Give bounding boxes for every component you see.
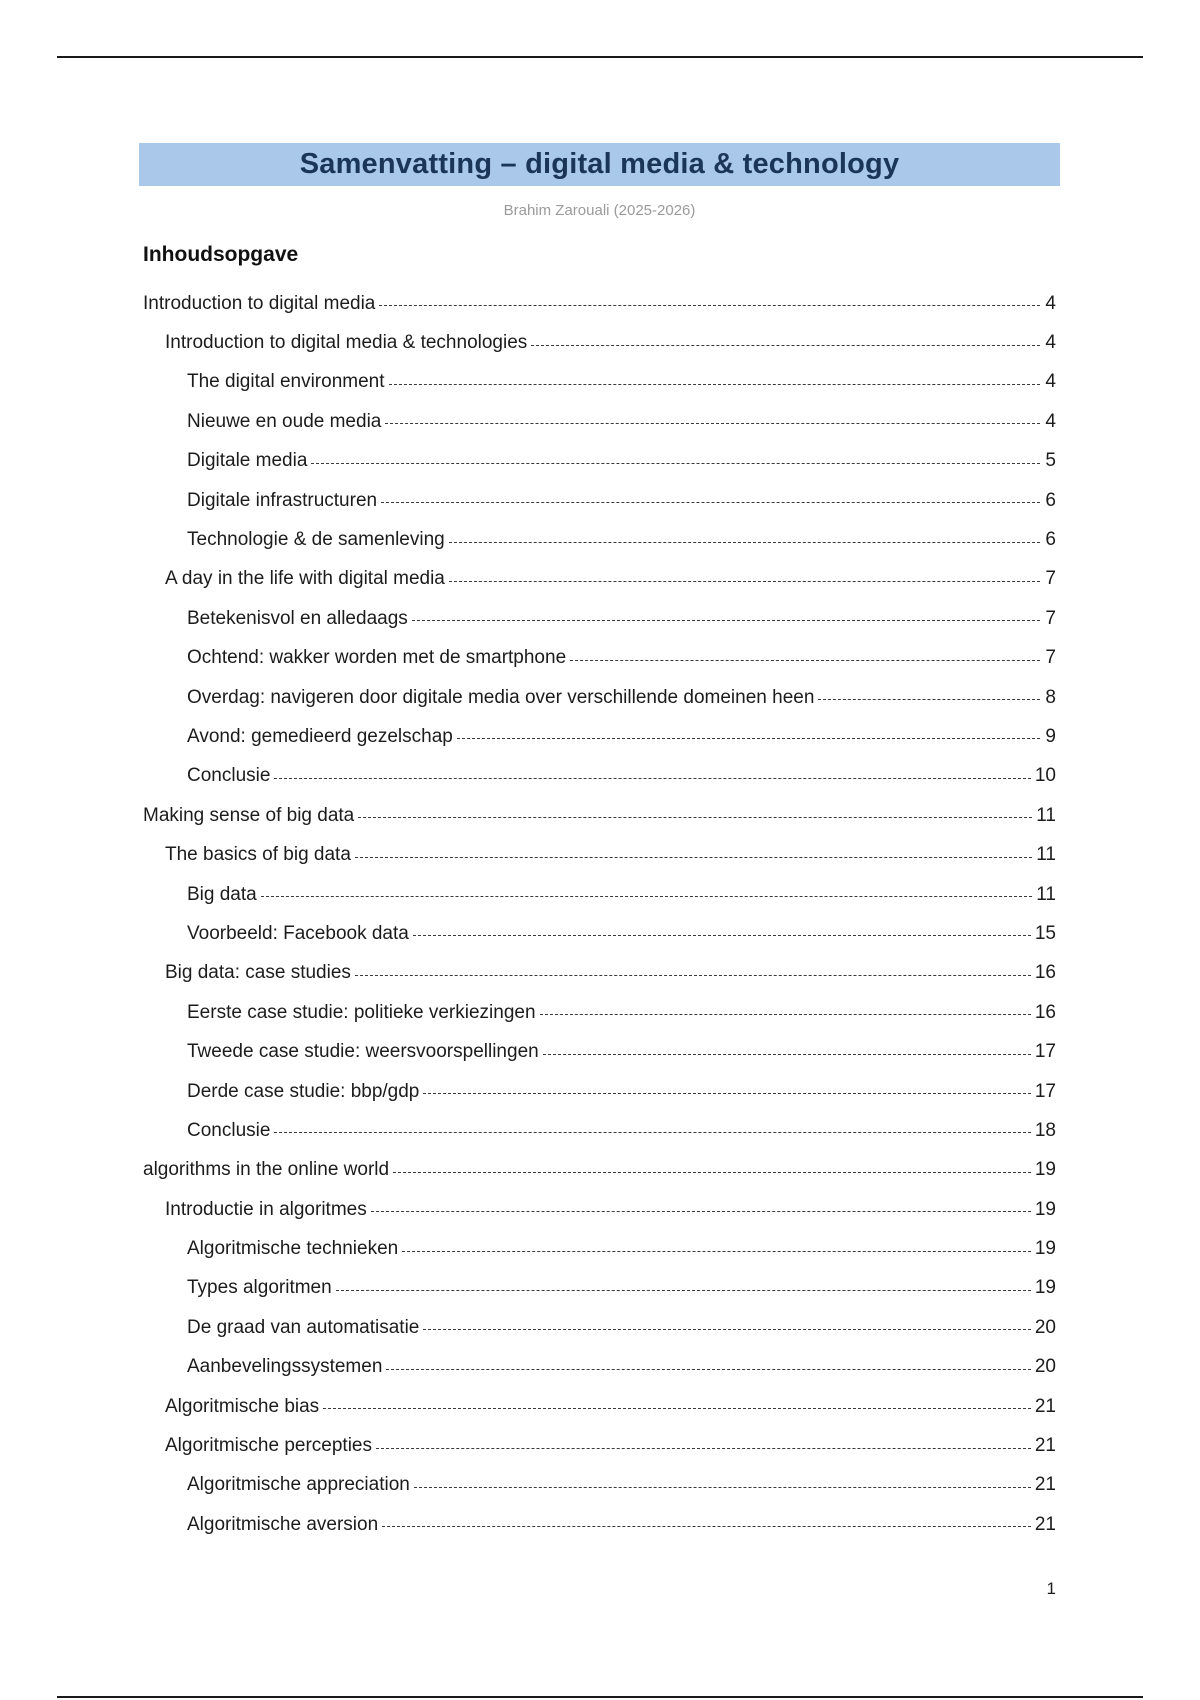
toc-entry-label: Avond: gemedieerd gezelschap [187, 725, 453, 747]
toc-dot-leader [818, 699, 1040, 700]
toc-heading: Inhoudsopgave [143, 243, 299, 266]
toc-entry-label: Making sense of big data [143, 804, 355, 826]
toc-entry-label: Algoritmische aversion [187, 1513, 379, 1535]
toc-entry-label: Conclusie [187, 765, 271, 787]
toc-dot-leader [376, 1448, 1031, 1449]
toc-entry[interactable] [143, 1111, 1056, 1150]
toc-dot-leader [413, 935, 1031, 936]
bottom-rule [57, 1696, 1143, 1698]
toc-entry-label: Aanbevelingssystemen [187, 1356, 383, 1378]
toc-dot-leader [358, 817, 1032, 818]
page-number: 1 [1046, 1579, 1056, 1598]
toc-dot-leader [570, 660, 1040, 661]
toc-entry-label: De graad van automatisatie [187, 1316, 420, 1338]
toc-entry[interactable] [143, 284, 1056, 323]
title-band [139, 143, 1060, 186]
toc-entry-label: Eerste case studie: politieke verkiezingen [187, 1001, 536, 1023]
toc-entry-label: Algoritmische percepties [165, 1435, 372, 1457]
toc-entry-page: 6 [1045, 489, 1056, 511]
toc-entry[interactable] [143, 1308, 1056, 1347]
toc-dot-leader [423, 1329, 1030, 1330]
toc-entry-label: Algoritmische bias [165, 1395, 320, 1417]
toc-entry[interactable] [143, 796, 1056, 835]
toc-entry-page: 21 [1034, 1474, 1056, 1496]
toc-entry-label: Introductie in algoritmes [165, 1198, 367, 1220]
toc-dot-leader [386, 1369, 1030, 1370]
toc-entry-label: Introduction to digital media [143, 292, 376, 314]
toc-entry-page: 4 [1045, 371, 1056, 393]
toc-entry-page: 19 [1034, 1277, 1056, 1299]
toc-entry-label: Big data [187, 883, 257, 905]
toc-entry-page: 16 [1034, 962, 1056, 984]
top-rule [57, 56, 1143, 58]
toc-entry[interactable] [143, 954, 1056, 993]
toc-entry-page: 8 [1045, 686, 1056, 708]
toc-entry-label: Technologie & de samenleving [187, 529, 445, 551]
toc-dot-leader [323, 1408, 1031, 1409]
toc-dot-leader [449, 581, 1040, 582]
toc-entry-label: Algoritmische appreciation [187, 1474, 410, 1496]
toc-dot-leader [371, 1211, 1031, 1212]
toc-entry[interactable] [143, 481, 1056, 520]
toc-dot-leader [355, 857, 1032, 858]
toc-entry[interactable] [143, 442, 1056, 481]
toc-dot-leader [540, 1014, 1031, 1015]
toc-entry-label: The digital environment [187, 371, 385, 393]
toc-dot-leader [336, 1290, 1031, 1291]
toc-entry[interactable] [143, 1229, 1056, 1268]
toc-entry-label: Voorbeeld: Facebook data [187, 922, 409, 944]
toc-dot-leader [261, 896, 1033, 897]
toc-dot-leader [531, 345, 1040, 346]
toc-entry[interactable] [143, 1348, 1056, 1387]
toc-dot-leader [381, 502, 1040, 503]
toc-entry-label: Derde case studie: bbp/gdp [187, 1080, 420, 1102]
toc-dot-leader [449, 542, 1040, 543]
toc-entry-page: 18 [1034, 1119, 1056, 1141]
toc-entry-label: Algoritmische technieken [187, 1238, 399, 1260]
toc-entry-page: 19 [1034, 1238, 1056, 1260]
toc-entry[interactable] [143, 1387, 1056, 1426]
toc-entry-page: 21 [1034, 1435, 1056, 1457]
toc-dot-leader [423, 1093, 1030, 1094]
toc-entry[interactable] [143, 1505, 1056, 1544]
toc-entry-page: 17 [1034, 1080, 1056, 1102]
document-author: Brahim Zarouali (2025-2026) [503, 202, 696, 219]
toc-entry-page: 4 [1045, 292, 1056, 314]
toc-dot-leader [457, 738, 1040, 739]
toc-entry-page: 7 [1045, 568, 1056, 590]
toc-entry[interactable] [143, 1426, 1056, 1465]
toc-entry-page: 16 [1034, 1001, 1056, 1023]
toc-entry[interactable] [143, 678, 1056, 717]
toc-entry[interactable] [143, 717, 1056, 756]
toc-dot-leader [382, 1526, 1031, 1527]
toc-entry-label: Conclusie [187, 1119, 271, 1141]
toc-entry[interactable] [143, 520, 1056, 559]
toc-entry-page: 4 [1045, 332, 1056, 354]
toc-dot-leader [393, 1172, 1031, 1173]
toc-entry-page: 21 [1034, 1395, 1056, 1417]
toc-dot-leader [414, 1487, 1031, 1488]
toc-entry-label: algorithms in the online world [143, 1159, 390, 1181]
toc-entry-page: 6 [1045, 529, 1056, 551]
toc-dot-leader [402, 1251, 1031, 1252]
toc-dot-leader [412, 620, 1040, 621]
toc-entry-label: Nieuwe en oude media [187, 410, 382, 432]
toc-entry-page: 19 [1034, 1198, 1056, 1220]
toc-entry-page: 11 [1036, 844, 1056, 866]
toc-entry-page: 7 [1045, 607, 1056, 629]
toc-entry-label: The basics of big data [165, 844, 351, 866]
toc-entry-label: Betekenisvol en alledaags [187, 607, 408, 629]
toc-entry[interactable] [143, 1466, 1056, 1505]
toc-entry-label: Ochtend: wakker worden met de smartphone [187, 647, 567, 669]
toc-entry-page: 21 [1034, 1513, 1056, 1535]
toc-entry-page: 4 [1045, 410, 1056, 432]
toc-entry-page: 15 [1034, 922, 1056, 944]
toc-entry-page: 19 [1034, 1159, 1056, 1181]
toc-dot-leader [355, 975, 1031, 976]
toc-entry[interactable] [143, 599, 1056, 638]
toc-entry-label: Digitale infrastructuren [187, 489, 378, 511]
toc-dot-leader [389, 384, 1041, 385]
toc-entry-page: 17 [1034, 1041, 1056, 1063]
toc-dot-leader [311, 463, 1040, 464]
toc-entry[interactable] [143, 875, 1056, 914]
toc-entry[interactable] [143, 639, 1056, 678]
toc-entry-page: 5 [1045, 450, 1056, 472]
toc-dot-leader [274, 778, 1030, 779]
toc-entry[interactable] [143, 993, 1056, 1032]
toc-entry[interactable] [143, 323, 1056, 362]
toc-entry-label: Types algoritmen [187, 1277, 332, 1299]
toc-entry[interactable] [143, 1032, 1056, 1071]
toc-entry-page: 20 [1034, 1316, 1056, 1338]
toc-entry-label: Big data: case studies [165, 962, 351, 984]
toc-entry-page: 7 [1045, 647, 1056, 669]
toc-entry-label: Overdag: navigeren door digitale media over verschillende domeinen heen [187, 686, 815, 708]
toc-entry-page: 20 [1034, 1356, 1056, 1378]
toc-entry-page: 9 [1045, 725, 1056, 747]
table-of-contents [143, 284, 1056, 1545]
toc-entry-label: Introduction to digital media & technologies [165, 332, 528, 354]
toc-entry-page: 11 [1036, 883, 1056, 905]
toc-dot-leader [543, 1054, 1031, 1055]
toc-entry[interactable] [143, 1269, 1056, 1308]
toc-entry[interactable] [143, 402, 1056, 441]
document-title: Samenvatting – digital media & technology [299, 148, 900, 180]
toc-dot-leader [385, 423, 1040, 424]
toc-dot-leader [274, 1132, 1030, 1133]
toc-entry-label: Tweede case studie: weersvoorspellingen [187, 1041, 539, 1063]
toc-entry[interactable] [143, 1072, 1056, 1111]
toc-entry[interactable] [143, 1190, 1056, 1229]
toc-entry[interactable] [143, 835, 1056, 874]
toc-entry[interactable] [143, 363, 1056, 402]
toc-entry-page: 10 [1034, 765, 1056, 787]
toc-entry[interactable] [143, 560, 1056, 599]
toc-dot-leader [379, 305, 1040, 306]
toc-entry-label: A day in the life with digital media [165, 568, 445, 590]
toc-entry[interactable] [143, 1151, 1056, 1190]
toc-entry[interactable] [143, 914, 1056, 953]
toc-entry-page: 11 [1036, 804, 1056, 826]
toc-entry-label: Digitale media [187, 450, 308, 472]
toc-entry[interactable] [143, 757, 1056, 796]
